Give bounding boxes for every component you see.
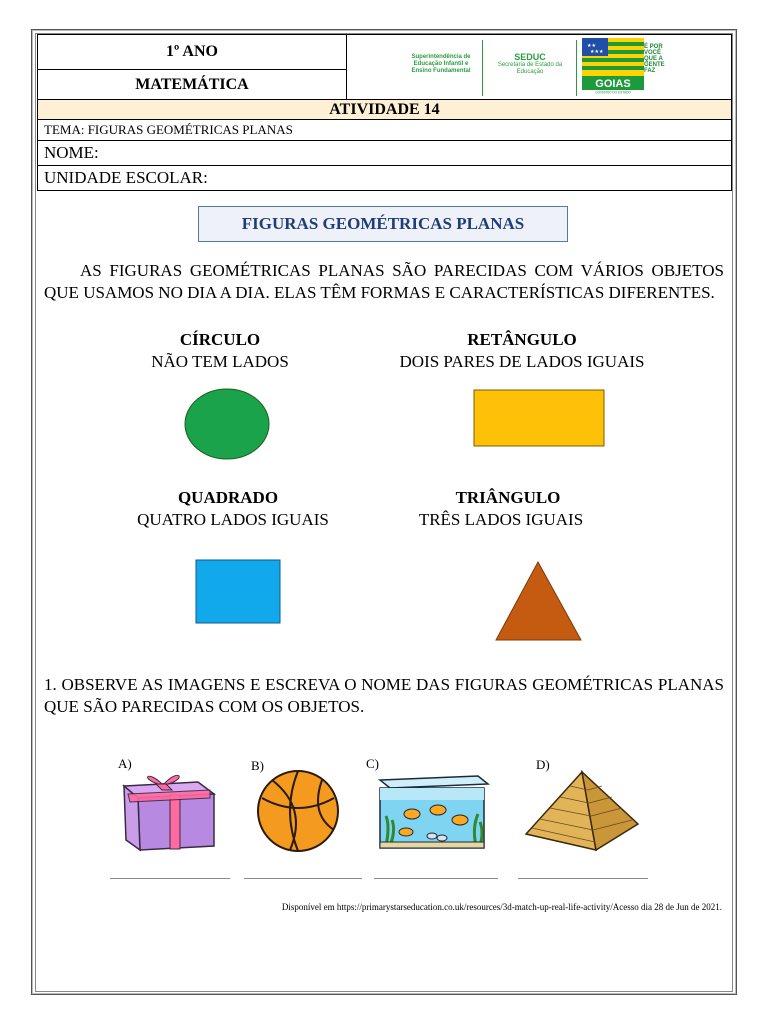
option-c-label: C) (366, 756, 379, 771)
superintendencia-logo: Superintendência de Educação Infantil e Ensino Fundamental (411, 54, 471, 74)
option-b-label: B) (251, 758, 264, 773)
logo-divider (576, 40, 577, 96)
triangle-name: TRIÂNGULO (455, 488, 561, 507)
goias-slogan: É POR VOCÊ QUE A GENTE FAZ (644, 44, 665, 74)
seduc-logo (488, 52, 572, 76)
option-d-label: D) (536, 757, 550, 772)
answer-line-a[interactable] (110, 878, 230, 879)
school-field[interactable]: UNIDADE ESCOLAR: (37, 165, 732, 191)
grade-cell: 1º ANO (37, 34, 347, 70)
triangle-desc: TRÊS LADOS IGUAIS (418, 510, 584, 529)
logos (404, 38, 672, 98)
svg-text:★★★: ★★★ (590, 50, 604, 55)
circle-desc: NÃO TEM LADOS (151, 352, 289, 371)
triangle-shape (494, 560, 584, 642)
theme-cell: TEMA: FIGURAS GEOMÉTRICAS PLANAS (37, 119, 732, 141)
rectangle-desc: DOIS PARES DE LADOS IGUAIS (399, 352, 645, 371)
worksheet-title: FIGURAS GEOMÉTRICAS PLANAS (198, 206, 568, 242)
pyramid-image (522, 768, 642, 854)
rectangle-shape (472, 388, 608, 450)
answer-line-c[interactable] (374, 878, 498, 879)
goias-text: GOIAS (595, 78, 631, 90)
square-desc: QUATRO LADOS IGUAIS (137, 510, 329, 529)
question-1: 1. OBSERVE AS IMAGENS E ESCREVA O NOME DAS FIGURAS GEOMÉTRICAS PLANAS QUE SÃO PARECIDAS COM OS OBJETOS. (44, 675, 724, 716)
seduc-logo-subtitle: Secretaria de Estado da Educação (497, 62, 563, 75)
activity-cell: ATIVIDADE 14 (37, 99, 732, 120)
rectangle-name: RETÂNGULO (467, 330, 577, 349)
svg-text:★★: ★★ (587, 44, 596, 49)
basketball-image (252, 768, 344, 854)
answer-line-d[interactable] (518, 878, 648, 879)
square-shape (194, 558, 284, 626)
answer-line-b[interactable] (244, 878, 362, 879)
governo-text: GOVERNO DO ESTADO (595, 90, 631, 94)
aquarium-image (376, 770, 492, 852)
name-field[interactable]: NOME: (37, 140, 732, 166)
subject-cell: MATEMÁTICA (37, 69, 347, 100)
seduc-logo-title: SEDUC (514, 52, 546, 62)
circle-name: CÍRCULO (179, 330, 261, 349)
square-name: QUADRADO (177, 488, 279, 507)
logo-divider (482, 40, 483, 96)
goias-flag-logo (582, 38, 644, 94)
circle-shape (180, 386, 274, 462)
option-a-label: A) (118, 756, 132, 771)
intro-paragraph: AS FIGURAS GEOMÉTRICAS PLANAS SÃO PARECIDAS COM VÁRIOS OBJETOS QUE USAMOS NO DIA A DIA. ELAS TÊM FORMAS E CARACTERÍSTICAS DIFERENTES. (44, 261, 724, 302)
gift-box-image (118, 768, 222, 854)
image-credit: Disponível em https://primarystarseducation.co.uk/resources/3d-match-up-real-life-activity/Acesso dia 28 de Jun de 2021. (281, 902, 722, 912)
